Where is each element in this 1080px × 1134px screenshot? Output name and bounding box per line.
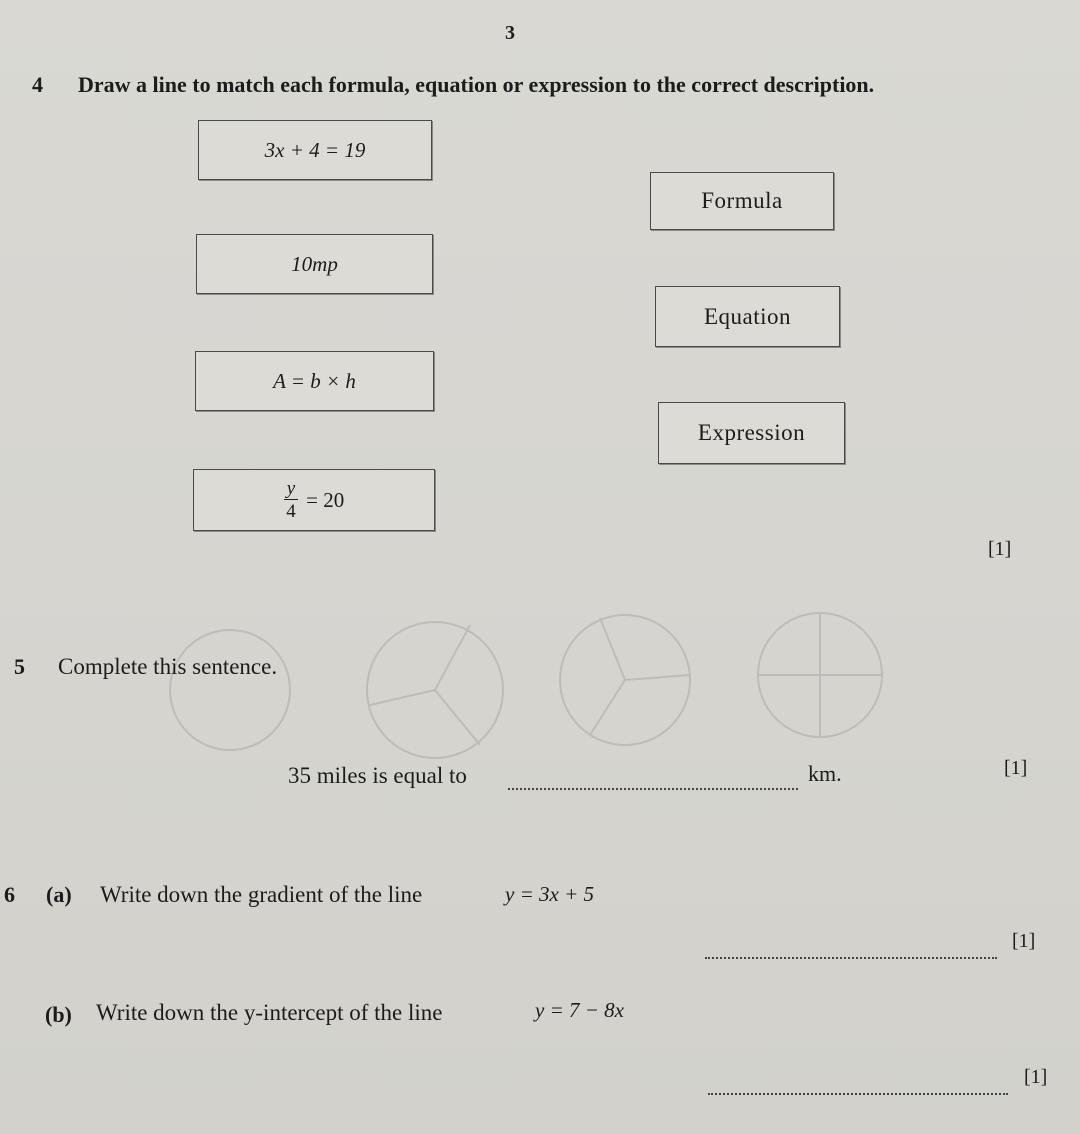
expression-box-3x-plus-4[interactable] [198, 120, 432, 180]
expression-box-y-over-4[interactable] [193, 469, 435, 531]
question-6a-mark: [1] [1012, 930, 1036, 952]
description-expression: Expression [697, 420, 806, 445]
fraction-numerator: y [284, 479, 298, 500]
question-4-instruction: Draw a line to match each formula, equation or expression to the correct description. [78, 72, 875, 97]
question-6a-equation: y = 3x + 5 [505, 882, 594, 906]
question-6b-answer-line[interactable] [708, 1093, 1008, 1095]
description-formula: Formula [701, 188, 783, 213]
question-6-number: 6 [4, 882, 15, 907]
expression-3x-plus-4: 3x + 4 = 19 [264, 137, 366, 162]
description-equation: Equation [703, 303, 792, 329]
expression-area-formula: A = b × h [273, 368, 356, 393]
fraction-y-over-4 [284, 479, 298, 521]
question-4-number: 4 [32, 72, 43, 97]
question-6a-text: Write down the gradient of the line [100, 882, 423, 907]
question-6b-equation: y = 7 − 8x [535, 998, 624, 1022]
question-5-answer-line[interactable] [508, 788, 798, 790]
expression-box-10mp[interactable] [196, 234, 433, 294]
description-box-equation[interactable] [655, 286, 840, 347]
page-number: 3 [505, 22, 515, 44]
description-box-expression[interactable] [658, 402, 845, 464]
expression-box-area-formula[interactable] [195, 351, 434, 411]
question-5-unit: km. [808, 761, 842, 786]
question-6b-mark: [1] [1024, 1066, 1048, 1088]
expression-10mp: 10mp [291, 251, 338, 276]
question-5-number: 5 [14, 654, 25, 679]
question-4-mark: [1] [988, 538, 1012, 560]
question-5-instruction: Complete this sentence. [58, 654, 278, 679]
description-box-formula[interactable] [650, 172, 834, 230]
question-6b-text: Write down the y-intercept of the line [96, 1000, 443, 1025]
fraction-equals-20: = 20 [306, 487, 345, 512]
question-6a-answer-line[interactable] [705, 957, 997, 959]
question-5-mark: [1] [1004, 757, 1028, 779]
question-5-sentence: 35 miles is equal to [288, 763, 467, 788]
question-6b-label: (b) [45, 1002, 72, 1027]
fraction-denominator: 4 [286, 501, 296, 522]
question-6a-label: (a) [46, 882, 72, 907]
